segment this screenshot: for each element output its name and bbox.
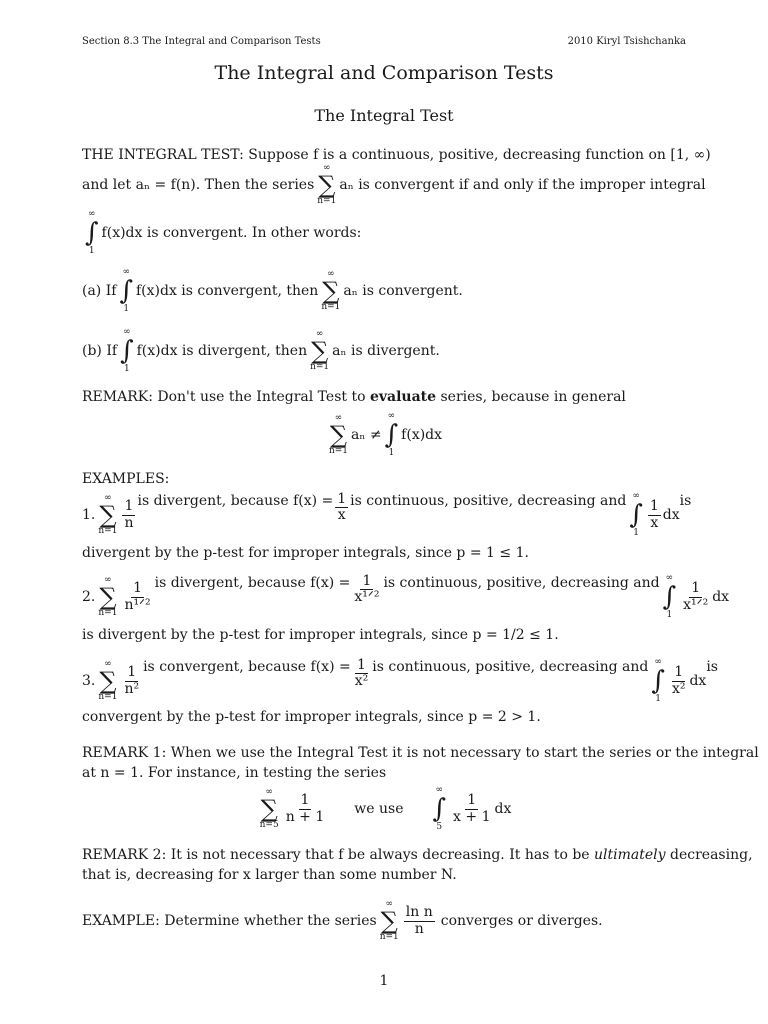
remark-line: REMARK: Don't use the Integral Test to evaluate series, because in general bbox=[82, 389, 626, 405]
integral-test-line-2: and let aₙ = f(n). Then the series ∞ ∑ n=1 aₙ is convergent if and only if the improper integral bbox=[82, 163, 706, 206]
fraction: $\frac{1}{\text{n¹ᐟ²}}$ bbox=[124, 580, 151, 613]
fraction: $\frac{1}{n + 1}$ bbox=[285, 792, 325, 825]
sum-symbol: ∞ ∑ n=1 bbox=[328, 413, 349, 456]
remark-1-line-1: REMARK 1: When we use the Integral Test it is not necessary to start the series or the integral bbox=[82, 745, 759, 761]
integral-test-line-1: THE INTEGRAL TEST: Suppose f is a continuous, positive, decreasing function on [1, ∞) bbox=[82, 147, 711, 163]
remark-2-line-1: REMARK 2: It is not necessary that f be always decreasing. It has to be ultimately decreasing, bbox=[82, 847, 753, 863]
example-3-line-1: 3. ∞ ∑ n=1 $\frac{1}{\text{n²}}$ is convergent, because f(x) = $\frac{1}{\text{x²}}$ is continuous, positive, decreasing and ∞ ∫ 1 $\frac{1}{\text{x²}}$ dx is bbox=[82, 657, 718, 704]
sum-symbol: ∞ ∑ n=1 bbox=[98, 493, 118, 536]
remark-bold-word: evaluate bbox=[369, 389, 437, 405]
fraction: $\frac{1}{\text{n²}}$ bbox=[124, 664, 140, 697]
example-1-line-2: divergent by the p-test for improper integrals, since p = 1 ≤ 1. bbox=[82, 545, 529, 561]
integral-symbol: ∞ ∫ 1 bbox=[119, 267, 133, 314]
page-number: 1 bbox=[379, 973, 389, 989]
fraction: $\frac{1}{x + 1}$ bbox=[453, 792, 491, 825]
running-header-right: 2010 Kiryl Tsishchanka bbox=[567, 36, 686, 47]
fraction: $\frac{1}{\text{x²}}$ bbox=[354, 657, 369, 690]
example-1-line-1: 1. ∞ ∑ n=1 $\frac{1}{n}$ is divergent, because f(x) = $\frac{1}{x}$ is continuous, positive, decreasing and ∞ ∫ 1 $\frac{1}{x}$ dx is bbox=[82, 491, 692, 538]
fraction: $\frac{1}{x}$ bbox=[337, 491, 347, 524]
sum-symbol: ∞ ∑ n=1 bbox=[379, 899, 399, 942]
fraction: $\frac{1}{\text{x²}}$ bbox=[671, 664, 686, 697]
integral-symbol: ∞ ∫ 1 bbox=[120, 327, 134, 374]
integral-symbol: ∞ ∫ 1 bbox=[651, 657, 665, 704]
running-header-left: Section 8.3 The Integral and Comparison Tests bbox=[82, 36, 321, 47]
integral-symbol: ∞ ∫ 1 bbox=[384, 411, 399, 458]
examples-heading: EXAMPLES: bbox=[82, 471, 170, 487]
sum-symbol: ∞ ∑ n=1 bbox=[321, 269, 341, 312]
integral-symbol: ∞ ∫ 1 bbox=[629, 491, 643, 538]
final-example: EXAMPLE: Determine whether the series ∞ ∑ n=1 $\frac{\text{ln n}}{n}$ converges or diverges. bbox=[82, 899, 603, 942]
example-2-line-2: is divergent by the p-test for improper integrals, since p = 1/2 ≤ 1. bbox=[82, 627, 559, 643]
remark-1-equation: ∞ ∑ n=5 $\frac{1}{n + 1}$ we use ∞ ∫ 5 $\frac{1}{x + 1}$ dx bbox=[259, 785, 512, 832]
section-subtitle: The Integral Test bbox=[314, 106, 454, 125]
example-3-line-2: convergent by the p-test for improper integrals, since p = 2 > 1. bbox=[82, 709, 541, 725]
page-title: The Integral and Comparison Tests bbox=[214, 62, 554, 84]
example-2-line-1: 2. ∞ ∑ n=1 $\frac{1}{\text{n¹ᐟ²}}$ is divergent, because f(x) = $\frac{1}{\text{x¹ᐟ²}}$ is continuous, positive, decreasing and ∞ ∫ 1 $\frac{1}{\text{x¹ᐟ²}}$ dx bbox=[82, 573, 730, 620]
fraction: $\frac{1}{n}$ bbox=[124, 498, 134, 531]
remark-1-line-2: at n = 1. For instance, in testing the series bbox=[82, 765, 387, 781]
fraction: $\frac{1}{\text{x¹ᐟ²}}$ bbox=[354, 573, 380, 606]
sum-symbol: ∞ ∑ n=5 bbox=[259, 787, 279, 830]
remark-equation: ∞ ∑ n=1 aₙ ≠ ∞ ∫ 1 f(x)dx bbox=[328, 411, 443, 458]
integral-test-line-3: ∞ ∫ 1 f(x)dx is convergent. In other words: bbox=[85, 209, 362, 256]
fraction: $\frac{1}{x}$ bbox=[649, 498, 659, 531]
integral-symbol: ∞ ∫ 1 bbox=[85, 209, 99, 256]
fraction: $\frac{1}{\text{x¹ᐟ²}}$ bbox=[683, 580, 709, 613]
integral-symbol: ∞ ∫ 5 bbox=[432, 785, 447, 832]
sum-symbol: ∞ ∑ n=1 bbox=[317, 163, 337, 206]
case-b: (b) If ∞ ∫ 1 f(x)dx is divergent, then ∞ ∑ n=1 aₙ is divergent. bbox=[82, 327, 440, 374]
fraction: $\frac{\text{ln n}}{n}$ bbox=[405, 904, 433, 937]
sum-symbol: ∞ ∑ n=1 bbox=[98, 659, 118, 702]
sum-symbol: ∞ ∑ n=1 bbox=[98, 575, 118, 618]
remark-2-line-2: that is, decreasing for x larger than some number N. bbox=[82, 867, 457, 883]
remark-2-emphasis: ultimately bbox=[594, 847, 666, 863]
case-a: (a) If ∞ ∫ 1 f(x)dx is convergent, then ∞ ∑ n=1 aₙ is convergent. bbox=[82, 267, 463, 314]
integral-symbol: ∞ ∫ 1 bbox=[662, 573, 677, 620]
sum-symbol: ∞ ∑ n=1 bbox=[310, 329, 330, 372]
